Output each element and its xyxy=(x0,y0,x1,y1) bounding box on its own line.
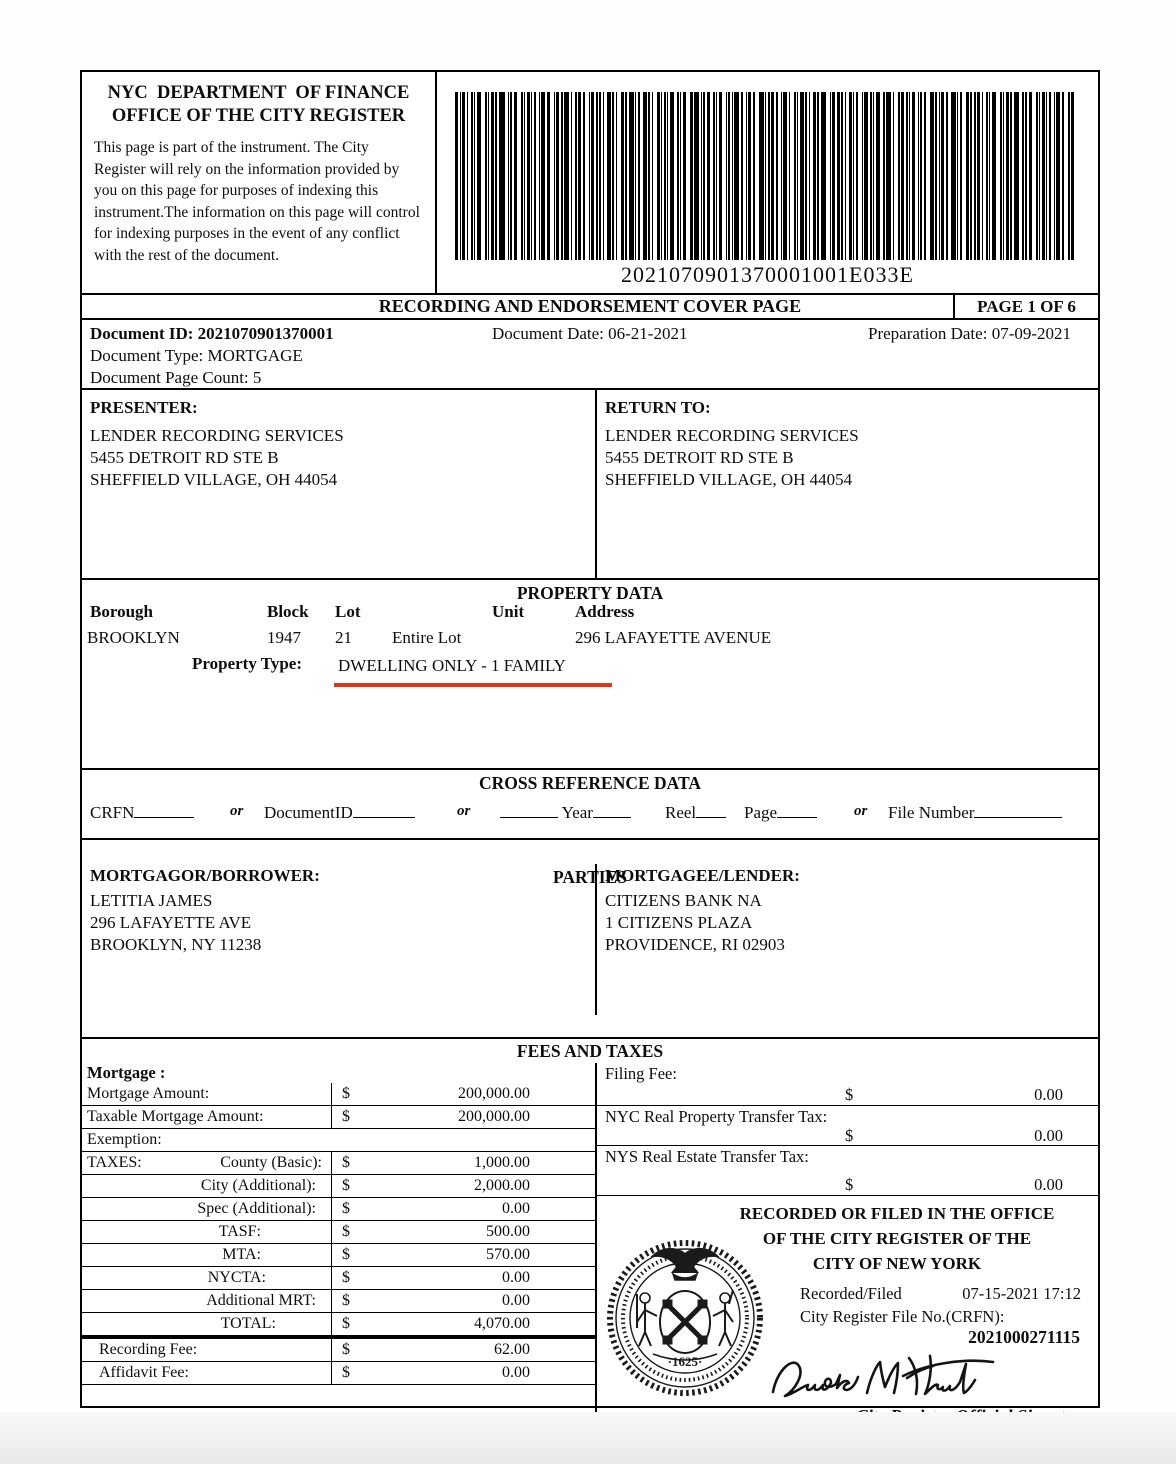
page-bottom-shade xyxy=(0,1412,1176,1464)
agency-name-line1: NYC DEPARTMENT OF FINANCE xyxy=(107,83,410,103)
fee-row-tasf xyxy=(82,1221,595,1244)
crfn-blank xyxy=(134,802,194,818)
property-data-heading: PROPERTY DATA xyxy=(516,583,664,603)
crfn-label: City Register File No.(CRFN): xyxy=(800,1307,1005,1326)
page-blank xyxy=(777,802,817,818)
filing-fee-group xyxy=(597,1063,1098,1106)
fee-amount: 500.00 xyxy=(486,1223,530,1240)
fee-amount: 0.00 xyxy=(1034,1175,1063,1194)
fee-label: NYCTA: xyxy=(82,1267,332,1289)
filing-fee-label: Filing Fee: xyxy=(605,1064,677,1083)
year-blank xyxy=(593,802,631,818)
currency-sign: $ xyxy=(342,1269,350,1286)
fee-value xyxy=(332,1221,595,1243)
fee-label: TAXES: County (Basic): xyxy=(82,1152,332,1174)
page-count-label: Document Page Count: xyxy=(90,368,253,387)
document-info-section xyxy=(82,320,1098,390)
mortgagor-line: 296 LAFAYETTE AVE xyxy=(90,913,252,932)
document-id-value: 2021070901370001 xyxy=(197,324,334,343)
recorded-filed-label: Recorded/Filed xyxy=(800,1284,902,1303)
title-bar xyxy=(82,295,1098,320)
fee-row-exemption xyxy=(82,1129,595,1152)
mortgagor-line: LETITIA JAMES xyxy=(90,891,213,910)
currency-sign: $ xyxy=(342,1364,350,1381)
return-to-line: SHEFFIELD VILLAGE, OH 44054 xyxy=(605,470,853,489)
address-value: 296 LAFAYETTE AVENUE xyxy=(575,628,772,647)
mortgagee-line: 1 CITIZENS PLAZA xyxy=(605,913,753,932)
col-borough: Borough xyxy=(90,602,153,621)
barcode-image xyxy=(455,92,1080,260)
fee-amount: 570.00 xyxy=(486,1246,530,1263)
fee-label: Spec (Additional): xyxy=(82,1198,332,1220)
return-to-box xyxy=(597,390,1098,578)
fees-right-column xyxy=(597,1063,1098,1430)
or-word: or xyxy=(230,803,244,819)
seal-year: ·1625· xyxy=(667,1354,703,1369)
presenter-line: LENDER RECORDING SERVICES xyxy=(90,426,344,445)
fee-label: Affidavit Fee: xyxy=(82,1362,332,1384)
mortgagee-heading: MORTGAGEE/LENDER: xyxy=(605,866,800,885)
currency-sign: $ xyxy=(845,1126,854,1145)
fee-amount: 200,000.00 xyxy=(458,1085,530,1102)
document-type-label: Document Type: xyxy=(90,346,208,365)
fee-row-county-basic xyxy=(82,1152,595,1175)
fee-label: Exemption: xyxy=(87,1131,162,1148)
fee-amount: 0.00 xyxy=(502,1364,530,1381)
fee-label: Taxable Mortgage Amount: xyxy=(82,1106,332,1128)
nyc-city-seal-icon xyxy=(603,1230,767,1398)
currency-sign: $ xyxy=(342,1341,350,1358)
register-notice: This page is part of the instrument. The City Register will rely on the information provided by you on this page for purposes of indexing this instrument.The information on this page will control for indexing purposes in the event of any conflict with the rest of the document. xyxy=(94,139,420,264)
year-pre-blank xyxy=(500,802,558,818)
nys-rett-group xyxy=(597,1146,1098,1196)
page-number-cell: PAGE 1 OF 6 xyxy=(953,295,1098,318)
taxes-prefix: TAXES: xyxy=(87,1154,142,1171)
fee-value xyxy=(332,1129,595,1151)
or-word: or xyxy=(457,803,471,819)
fee-row-mortgage-amount xyxy=(82,1083,595,1106)
nyc-rptt-label: NYC Real Property Transfer Tax: xyxy=(605,1107,828,1126)
fee-value xyxy=(332,1339,595,1361)
lot-value: 21 xyxy=(335,628,352,647)
currency-sign: $ xyxy=(342,1108,350,1125)
currency-sign: $ xyxy=(342,1292,350,1309)
barcode-area xyxy=(437,72,1098,293)
presenter-return-section xyxy=(82,390,1098,580)
currency-sign: $ xyxy=(342,1085,350,1102)
preparation-date: Preparation Date: 07-09-2021 xyxy=(868,324,1072,343)
crfn-field: CRFN xyxy=(90,802,194,823)
mortgagor-line: BROOKLYN, NY 11238 xyxy=(90,935,262,954)
fee-value xyxy=(332,1106,595,1128)
fee-label: Additional MRT: xyxy=(82,1290,332,1312)
currency-sign: $ xyxy=(845,1085,854,1104)
cross-reference-heading: CROSS REFERENCE DATA xyxy=(478,773,702,793)
document-type-value: MORTGAGE xyxy=(207,346,303,365)
fee-amount: 0.00 xyxy=(1034,1126,1063,1145)
documentid-field: DocumentID xyxy=(264,802,415,823)
return-to-line: LENDER RECORDING SERVICES xyxy=(605,426,859,445)
mortgagee-line: PROVIDENCE, RI 02903 xyxy=(605,935,785,954)
fee-label: TOTAL: xyxy=(82,1313,332,1335)
filing-fee-value xyxy=(597,1085,1098,1104)
fee-value xyxy=(332,1152,595,1174)
agency-name-line2: OFFICE OF THE CITY REGISTER xyxy=(111,106,406,126)
mortgage-heading: Mortgage : xyxy=(87,1063,166,1082)
presenter-line: 5455 DETROIT RD STE B xyxy=(90,448,279,467)
block-value: 1947 xyxy=(267,628,301,647)
col-unit: Unit xyxy=(492,602,525,621)
agency-header-box xyxy=(82,72,437,293)
nyc-rptt-value xyxy=(597,1126,1098,1145)
fee-value xyxy=(332,1313,595,1335)
return-to-line: 5455 DETROIT RD STE B xyxy=(605,448,794,467)
presenter-box xyxy=(82,390,597,578)
file-number-field: File Number xyxy=(888,802,1062,823)
fee-amount: 0.00 xyxy=(502,1200,530,1217)
top-section xyxy=(82,72,1098,295)
fees-table xyxy=(82,1063,597,1430)
fee-value xyxy=(332,1083,595,1105)
document-date-value: 06-21-2021 xyxy=(608,324,688,343)
recorded-line1: RECORDED OR FILED IN THE OFFICE xyxy=(739,1204,1055,1223)
fee-row-nycta xyxy=(82,1267,595,1290)
official-signature-icon xyxy=(767,1346,1007,1408)
fee-row-total xyxy=(82,1313,595,1339)
fee-value xyxy=(332,1244,595,1266)
fee-label: City (Additional): xyxy=(82,1175,332,1197)
fee-amount: 62.00 xyxy=(494,1341,530,1358)
nys-rett-label: NYS Real Estate Transfer Tax: xyxy=(605,1147,809,1166)
currency-sign: $ xyxy=(342,1246,350,1263)
currency-sign: $ xyxy=(342,1154,350,1171)
property-type-value: DWELLING ONLY - 1 FAMILY xyxy=(338,656,566,675)
fee-amount: 4,070.00 xyxy=(474,1315,530,1332)
nys-rett-value xyxy=(597,1175,1098,1194)
documentid-blank xyxy=(353,802,415,818)
year-field: Year xyxy=(500,802,631,823)
fee-amount: 1,000.00 xyxy=(474,1154,530,1171)
fee-value xyxy=(332,1198,595,1220)
reel-field: Reel xyxy=(665,802,726,823)
fees-and-taxes-heading: FEES AND TAXES xyxy=(516,1041,664,1061)
fee-amount: 0.00 xyxy=(502,1292,530,1309)
fee-amount: 2,000.00 xyxy=(474,1177,530,1194)
cross-reference-section xyxy=(82,770,1098,840)
fee-amount: 0.00 xyxy=(502,1269,530,1286)
reel-blank xyxy=(696,802,726,818)
presenter-line: SHEFFIELD VILLAGE, OH 44054 xyxy=(90,470,338,489)
fee-row-taxable-mortgage-amount xyxy=(82,1106,595,1129)
mortgagee-line: CITIZENS BANK NA xyxy=(605,891,762,910)
fee-value xyxy=(332,1362,595,1384)
fee-row-spec-additional xyxy=(82,1198,595,1221)
fees-and-taxes-section xyxy=(82,1039,1098,1430)
page-count-value: 5 xyxy=(252,368,262,387)
recording-cover-document xyxy=(80,70,1100,1408)
recorded-line2: OF THE CITY REGISTER OF THE xyxy=(762,1229,1032,1248)
fee-amount: 200,000.00 xyxy=(458,1108,530,1125)
fee-row-affidavit-fee xyxy=(82,1362,595,1385)
currency-sign: $ xyxy=(845,1175,854,1194)
parties-heading: PARTIES xyxy=(553,867,627,887)
nyc-rptt-group xyxy=(597,1106,1098,1146)
currency-sign: $ xyxy=(342,1315,350,1332)
barcode-number: 2021070901370001001E033E xyxy=(621,262,914,287)
borough-value: BROOKLYN xyxy=(87,628,180,647)
mortgagor-heading: MORTGAGOR/BORROWER: xyxy=(90,866,320,885)
page-field: Page xyxy=(744,802,817,823)
currency-sign: $ xyxy=(342,1223,350,1240)
fee-row-mta xyxy=(82,1244,595,1267)
currency-sign: $ xyxy=(342,1200,350,1217)
fee-amount: 0.00 xyxy=(1034,1085,1063,1104)
crfn-value: 2021000271115 xyxy=(968,1327,1080,1347)
recorded-block xyxy=(597,1196,1098,1430)
document-id-label: Document ID: xyxy=(90,324,198,343)
fee-value xyxy=(332,1267,595,1289)
recorded-line3: CITY OF NEW YORK xyxy=(812,1254,982,1273)
recorded-filed-value: 07-15-2021 17:12 xyxy=(962,1284,1081,1303)
fee-label: Recording Fee: xyxy=(82,1339,332,1361)
document-id-line xyxy=(90,324,1090,344)
document-type-line xyxy=(90,346,1090,366)
fee-label: MTA: xyxy=(82,1244,332,1266)
fee-value xyxy=(332,1175,595,1197)
recorded-filed-row xyxy=(800,1284,1081,1304)
presenter-heading: PRESENTER: xyxy=(90,398,198,417)
preparation-date-value: 07-09-2021 xyxy=(991,324,1072,343)
file-number-blank xyxy=(974,802,1062,818)
fee-value xyxy=(332,1290,595,1312)
currency-sign: $ xyxy=(342,1177,350,1194)
property-data-section xyxy=(82,580,1098,770)
property-type-label: Property Type: xyxy=(192,654,303,673)
return-to-heading: RETURN TO: xyxy=(605,398,711,417)
col-address: Address xyxy=(575,602,635,621)
page-title: RECORDING AND ENDORSEMENT COVER PAGE xyxy=(378,296,802,316)
col-lot: Lot xyxy=(335,602,361,621)
fee-row-additional-mrt xyxy=(82,1290,595,1313)
parties-section xyxy=(82,864,1098,1039)
document-page-count-line xyxy=(90,368,1090,388)
document-date: Document Date: 06-21-2021 xyxy=(492,324,688,343)
col-block: Block xyxy=(267,602,309,621)
fee-label: TASF: xyxy=(82,1221,332,1243)
property-type-red-underline xyxy=(334,683,612,687)
fee-row-recording-fee xyxy=(82,1339,595,1362)
fee-label: Mortgage Amount: xyxy=(82,1083,332,1105)
unit-value: Entire Lot xyxy=(392,628,462,647)
fee-row-city-additional xyxy=(82,1175,595,1198)
or-word: or xyxy=(854,803,868,819)
